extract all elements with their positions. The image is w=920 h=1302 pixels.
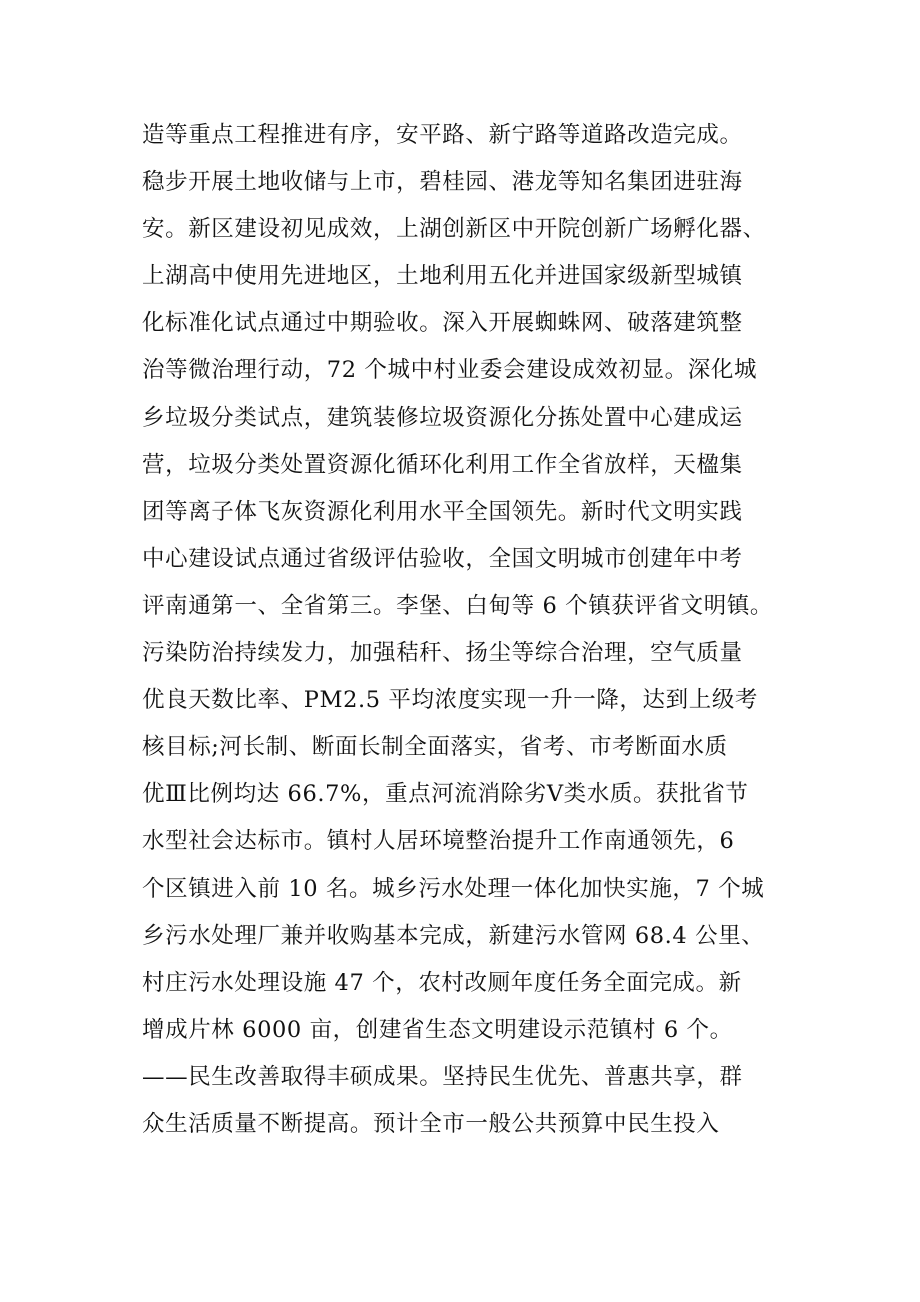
text-line: 评南通第一、全省第三。李堡、白甸等 6 个镇获评省文明镇。 [142, 592, 774, 619]
text-line: 优Ⅲ比例均达 66.7%，重点河流消除劣Ⅴ类水质。获批省节 [142, 781, 749, 808]
text-line: 优良天数比率、PM2.5 平均浓度实现一升一降，达到上级考 [142, 687, 759, 714]
text-line: 污染防治持续发力，加强秸秆、扬尘等综合治理，空气质量 [142, 640, 743, 667]
text-line: 化标准化试点通过中期验收。深入开展蜘蛛网、破落建筑整 [142, 310, 743, 337]
text-line: 稳步开展土地收储与上市，碧桂园、港龙等知名集团进驻海 [142, 169, 743, 196]
text-line: 团等离子体飞灰资源化利用水平全国领先。新时代文明实践 [142, 498, 743, 525]
text-line: 个区镇进入前 10 名。城乡污水处理一体化加快实施，7 个城 [142, 875, 765, 902]
text-line: 乡垃圾分类试点，建筑装修垃圾资源化分拣处置中心建成运 [142, 404, 743, 431]
text-line: ——民生改善取得丰硕成果。坚持民生优先、普惠共享，群 [142, 1063, 743, 1090]
text-line: 核目标;河长制、断面长制全面落实，省考、市考断面水质 [142, 734, 728, 761]
text-line: 安。新区建设初见成效，上湖创新区中开院创新广场孵化器、 [142, 216, 766, 243]
text-line: 造等重点工程推进有序，安平路、新宁路等道路改造完成。 [142, 122, 743, 148]
text-line: 中心建设试点通过省级评估验收，全国文明城市创建年中考 [142, 545, 743, 572]
text-line: 上湖高中使用先进地区，土地利用五化并进国家级新型城镇 [142, 263, 743, 290]
text-line: 乡污水处理厂兼并收购基本完成，新建污水管网 68.4 公里、 [142, 922, 765, 949]
text-line: 村庄污水处理设施 47 个，农村改厕年度任务全面完成。新 [142, 969, 742, 996]
text-line: 治等微治理行动，72 个城中村业委会建设成效初显。深化城 [142, 357, 758, 384]
body-text [142, 112, 822, 1148]
text-line: 营，垃圾分类处置资源化循环化利用工作全省放样，天楹集 [142, 451, 743, 478]
text-line: 增成片林 6000 亩，创建省生态文明建设示范镇村 6 个。 [142, 1016, 733, 1043]
text-line: 水型社会达标市。镇村人居环境整治提升工作南通领先，6 [142, 828, 735, 855]
text-line: 众生活质量不断提高。预计全市一般公共预算中民生投入 [142, 1110, 720, 1137]
